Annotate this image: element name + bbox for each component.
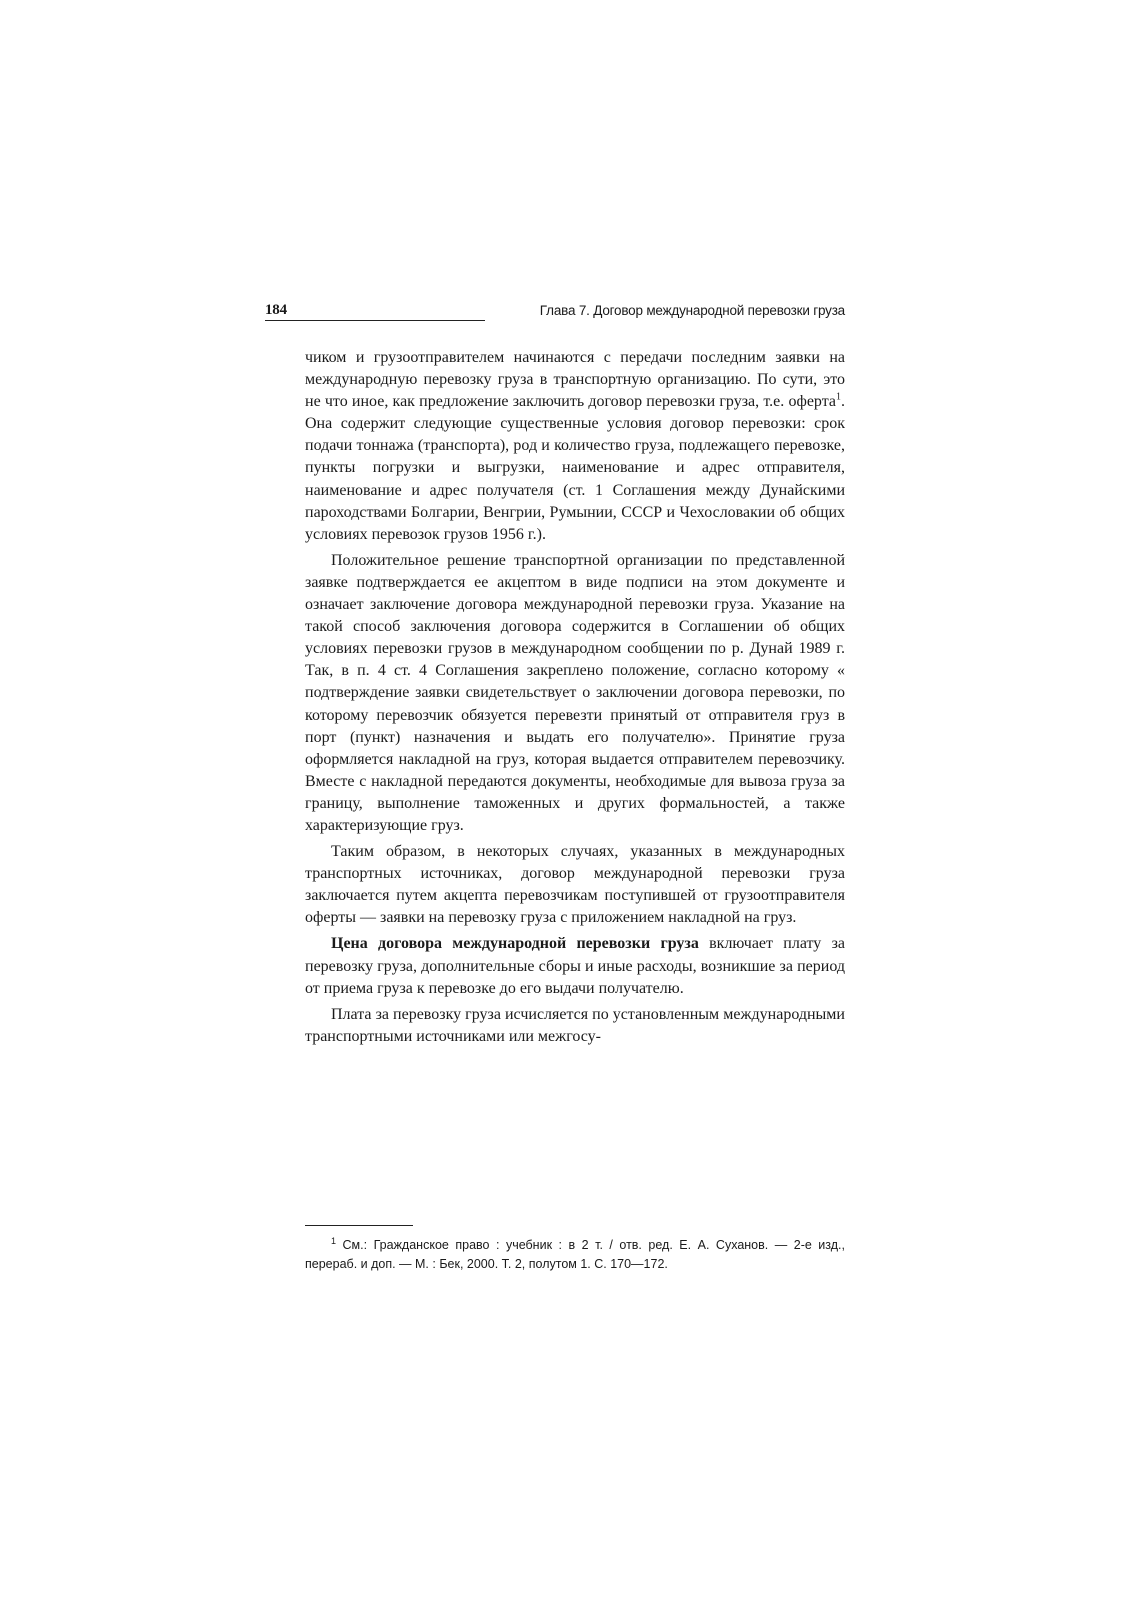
paragraph-5: Плата за перевозку груза исчисляется по установленным международными транспортными источниками или межгосу- [305, 1005, 845, 1045]
footnote-separator [305, 1225, 413, 1226]
footnote-mark: 1 [331, 1235, 337, 1246]
paragraph-1-text-end: . Она содержит следующие существенные условия договор перевозки: срок подачи тоннажа (транспорта), род и количество груза, подлежащего перевозке, пункты погрузки и выгрузки, наименование и адрес отправителя, наименование и адрес получателя (ст. 1 Соглашения между Дунайскими пароходствами Болгарии, Венгрии, Румынии, СССР и Чехословакии об общих условиях перевозок грузов 1956 г.). [305, 393, 845, 543]
running-head-rule [265, 320, 485, 321]
paragraph-3: Таким образом, в некоторых случаях, указанных в международных транспортных источниках, договор международной перевозки груза заключается путем акцепта перевозчикам поступившей от грузоотправителя оферты — заявки на перевозку груза с приложением накладной на груз. [305, 843, 845, 927]
paragraph-4-text: включает плату за перевозку груза, дополнительные сборы и иные расходы, возникшие за период от приема груза к перевозке до его выдачи получателю. [305, 935, 845, 997]
paragraph-2: Положительное решение транспортной организации по представленной заявке подтверждается ее акцептом в виде подписи на этом документе и означает заключение договора международной перевозки груза. Указание на такой способ заключения договора содержится в Соглашении об общих условиях перевозки грузов в международном сообщении по р. Дунай 1989 г. Так, в п. 4 ст. 4 Соглашения закреплено положение, согласно которому « подтверждение заявки свидетельствует о заключении договора перевозки, по которому перевозчик обязуется перевезти принятый от отправителя груз в порт (пункт) назначения и выдать его получателю». Принятие груза оформляется накладной на груз, которая выдается отправителем перевозчику. Вместе с накладной передаются документы, необходимые для вывоза груза за границу, выполнение таможенных и других формальностей, а также характеризующие груз. [305, 551, 845, 834]
paragraph-1 [305, 347, 845, 546]
paragraph-4 [305, 933, 845, 999]
book-page [265, 300, 845, 1271]
footnote-reference: 1 [836, 391, 841, 403]
body-text [305, 347, 845, 1048]
footnote [305, 1236, 845, 1273]
running-head [265, 300, 845, 322]
chapter-title: Глава 7. Договор международной перевозки груза [539, 303, 845, 318]
page-number: 184 [265, 302, 287, 318]
paragraph-1-text-start: чиком и грузоотправителем начинаются с передачи последним заявки на международную перевозку груза в транспортную организацию. По сути, это не что иное, как предложение заключить договор перевозки груза, т.е. оферта [305, 349, 845, 411]
paragraph-4-term: Цена договора международной перевозки груза [331, 935, 699, 953]
footnote-text: См.: Гражданское право : учебник : в 2 т. / отв. ред. Е. А. Суханов. — 2-е изд., перераб. и доп. — М. : Бек, 2000. Т. 2, полутом 1. С. 170—172. [305, 1238, 845, 1271]
